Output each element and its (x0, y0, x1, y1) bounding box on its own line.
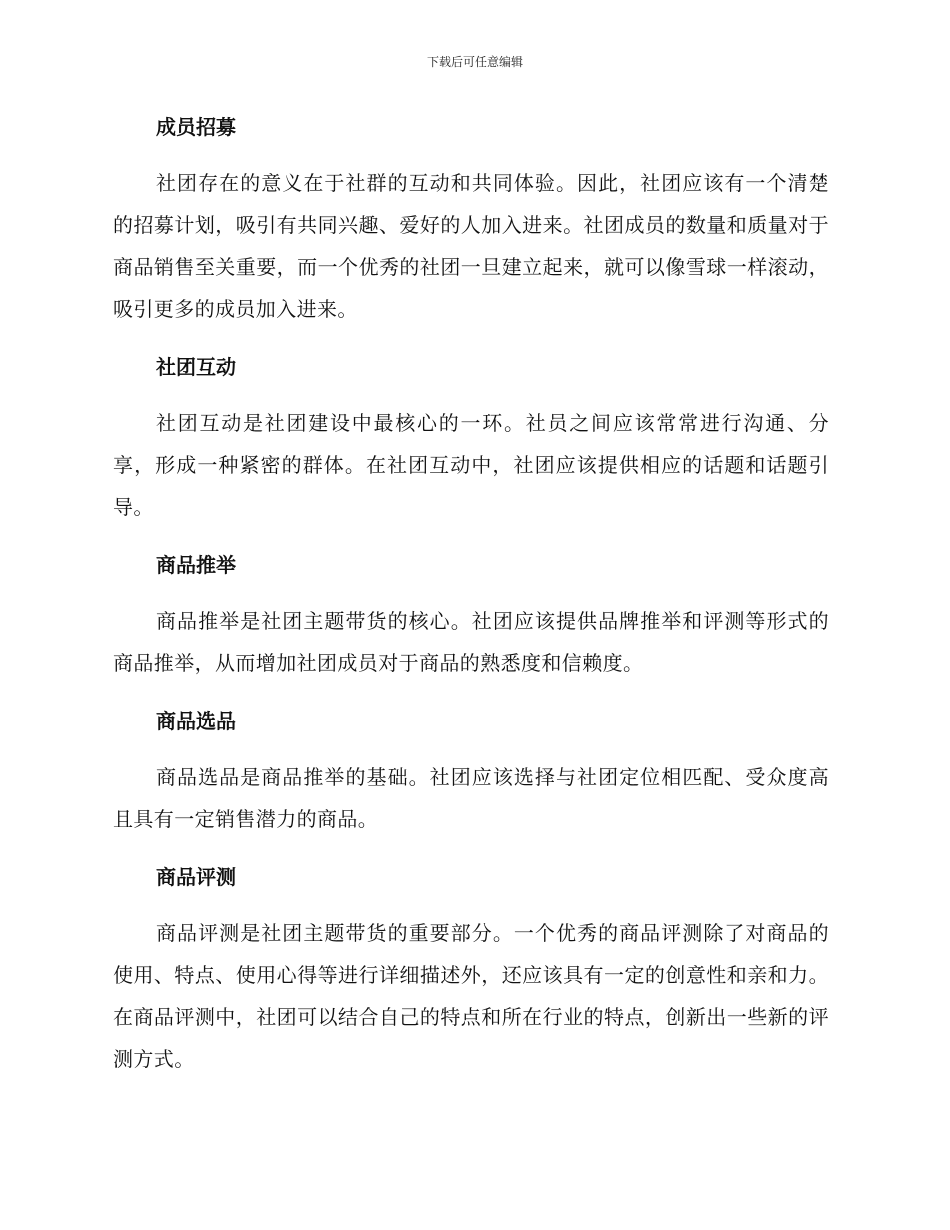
section-paragraph: 社团互动是社团建设中最核心的一环。社员之间应该常常进行沟通、分享，形成一种紧密的群体。在社团互动中，社团应该提供相应的话题和话题引导。 (113, 411, 829, 519)
section-product-selection (113, 706, 829, 840)
section-heading: 社团互动 (156, 355, 236, 379)
section-club-interaction (113, 352, 829, 528)
page-header: 下载后可任意编辑 (426, 55, 523, 69)
section-paragraph: 商品推举是社团主题带货的核心。社团应该提供品牌推举和评测等形式的商品推举，从而增加社团成员对于商品的熟悉度和信赖度。 (113, 609, 829, 675)
section-heading: 商品推举 (156, 553, 236, 577)
section-paragraph: 商品评测是社团主题带货的重要部分。一个优秀的商品评测除了对商品的使用、特点、使用心得等进行详细描述外，还应该具有一定的创意性和亲和力。在商品评测中，社团可以结合自己的特点和所在行业的特点，创新出一些新的评测方式。 (113, 921, 829, 1071)
section-paragraph: 社团存在的意义在于社群的互动和共同体验。因此，社团应该有一个清楚的招募计划，吸引有共同兴趣、爱好的人加入进来。社团成员的数量和质量对于商品销售至关重要，而一个优秀的社团一旦建立起来，就可以像雪球一样滚动，吸引更多的成员加入进来。 (113, 171, 829, 321)
document-content (113, 112, 829, 1102)
section-member-recruitment (113, 112, 829, 330)
section-product-recommendation (113, 550, 829, 684)
section-heading: 商品选品 (156, 709, 236, 733)
section-heading: 商品评测 (156, 865, 236, 889)
section-paragraph: 商品选品是商品推举的基础。社团应该选择与社团定位相匹配、受众度高且具有一定销售潜力的商品。 (113, 765, 829, 831)
section-heading: 成员招募 (156, 115, 236, 139)
section-product-review (113, 862, 829, 1080)
